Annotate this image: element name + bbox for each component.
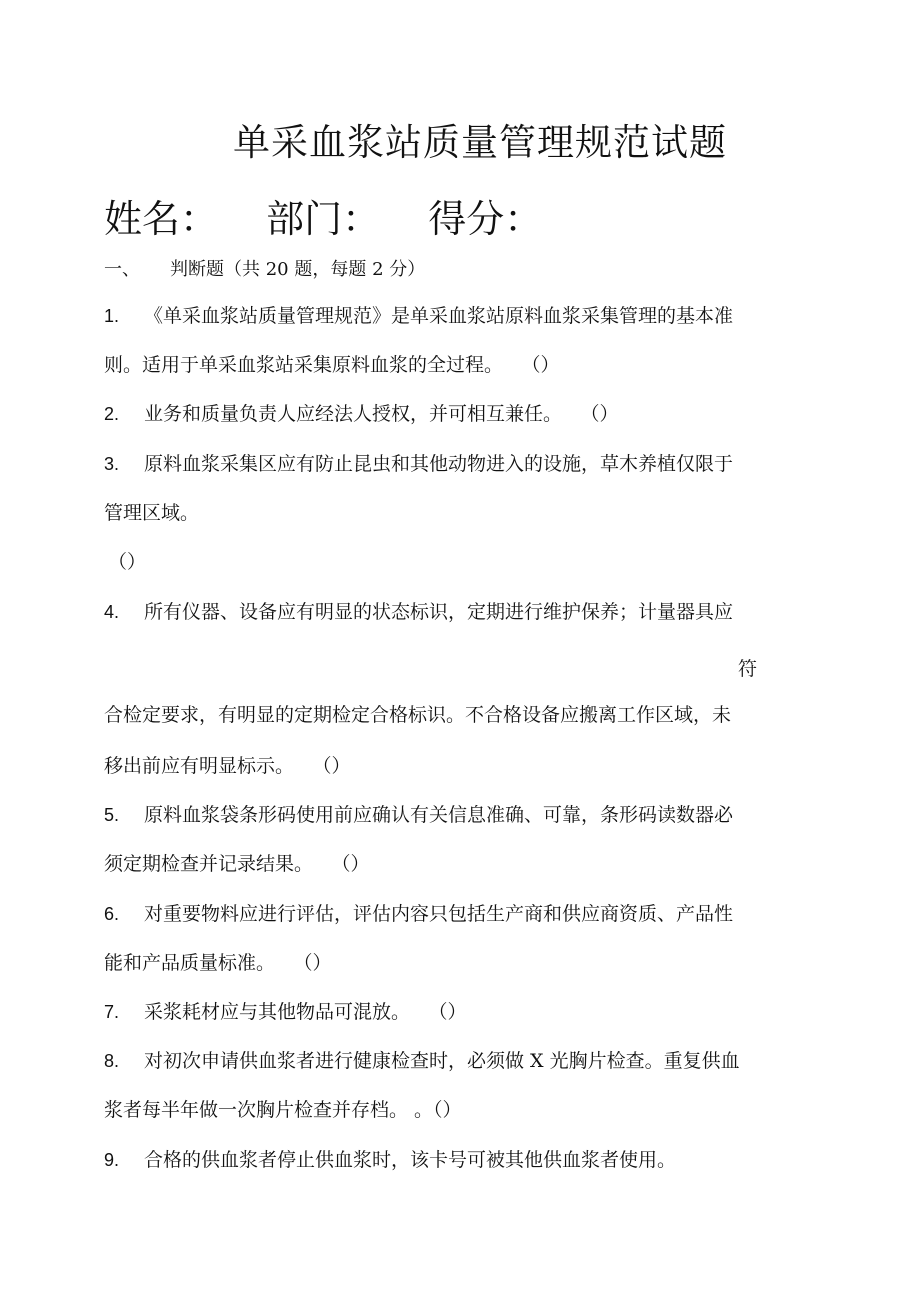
question-9-line-1: 9. 合格的供血浆者停止供血浆时，该卡号可被其他供血浆者使用。 [104,1149,677,1171]
question-4-line-3: 合检定要求，有明显的定期检定合格标识。不合格设备应搬离工作区域，未 [104,704,732,726]
answer-paren: （） [438,1001,467,1023]
question-6-line-2: 能和产品质量标准。 （） [104,952,332,974]
question-5-line-2: 须定期检查并记录结果。 （） [104,853,370,875]
question-1-line-1: 1. 《单采血浆站质量管理规范》是单采血浆站原料血浆采集管理的基本准 [104,305,734,327]
question-4-line-2: 符 [738,658,758,680]
question-4-line-4: 移出前应有明显标示。 （） [104,755,351,777]
page-title: 单采血浆站质量管理规范试题 [233,121,727,164]
department-field-label: 部门： [266,197,381,241]
question-3-line-2: 管理区域。 [104,502,200,524]
question-5-number: 5. [104,805,120,825]
section-numeral: 一、 [104,259,140,280]
answer-paren: （） [433,1099,462,1121]
name-field-label: 姓名： [104,197,219,241]
question-7-line-1: 7. 采浆耗材应与其他物品可混放。 （） [104,1001,467,1023]
question-8-number: 8. [104,1051,120,1071]
answer-paren: （） [322,755,351,777]
answer-paren: （） [341,853,370,875]
answer-paren: （） [108,551,147,573]
question-7-number: 7. [104,1002,120,1022]
question-4-number: 4. [104,602,120,622]
question-2-line-1: 2. 业务和质量负责人应经法人授权，并可相互兼任。 （） [104,403,619,425]
answer-paren: （） [531,354,560,376]
question-3-paren [108,553,146,572]
question-6-number: 6. [104,904,120,924]
score-field-label: 得分： [428,197,543,241]
section-heading [104,255,425,281]
question-1-number: 1. [104,306,120,326]
question-8-line-1: 8. 对初次申请供血浆者进行健康检查时，必须做 X 光胸片检查。重复供血 [104,1050,740,1072]
section-text: 判断题（共 20 题，每题 2 分） [170,259,426,280]
question-8-line-2: 浆者每半年做一次胸片检查并存档。 。（） [104,1099,462,1121]
question-3-number: 3. [104,454,120,474]
question-1-line-2: 则。适用于单采血浆站采集原料血浆的全过程。 （） [104,354,560,376]
question-9-number: 9. [104,1150,120,1170]
question-3-line-1: 3. 原料血浆采集区应有防止昆虫和其他动物进入的设施，草木养植仅限于 [104,453,734,475]
answer-paren: （） [590,403,619,425]
question-5-line-1: 5. 原料血浆袋条形码使用前应确认有关信息准确、可靠，条形码读数器必 [104,804,734,826]
name-fields [104,188,578,243]
question-2-number: 2. [104,404,120,424]
question-4-line-1: 4. 所有仪器、设备应有明显的状态标识，定期进行维护保养；计量器具应 [104,601,734,623]
answer-paren: （） [303,952,332,974]
question-6-line-1: 6. 对重要物料应进行评估，评估内容只包括生产商和供应商资质、产品性 [104,903,734,925]
